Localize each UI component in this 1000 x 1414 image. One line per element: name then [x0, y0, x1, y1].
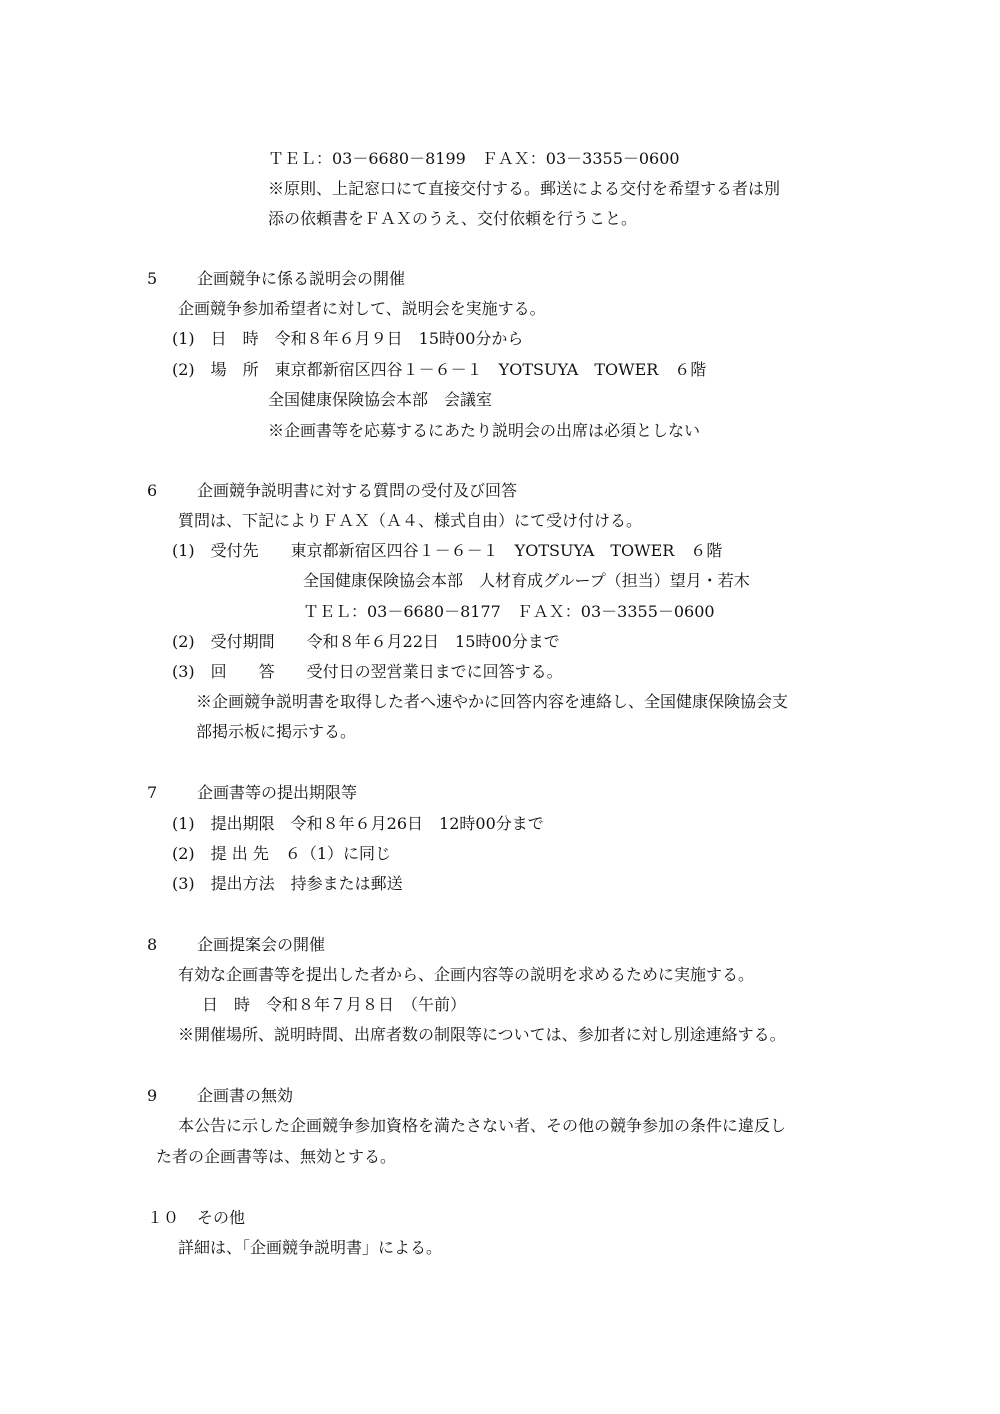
section-number: １０	[147, 1208, 180, 1227]
section-10-heading	[147, 1208, 245, 1228]
section-7-heading	[147, 783, 357, 803]
section-5-heading	[147, 269, 405, 289]
section-title: 企画競争に係る説明会の開催	[197, 269, 406, 288]
section-title: 企画提案会の開催	[197, 935, 326, 954]
section-title: 企画競争説明書に対する質問の受付及び回答	[197, 481, 518, 500]
section-8-note: ※開催場所、説明時間、出席者数の制限等については、参加者に対し別途連絡する。	[178, 1025, 786, 1044]
section-title: 企画書の無効	[197, 1086, 294, 1105]
contact-tel-fax: ＴＥＬ：03－6680－8199 ＦＡＸ：03－3355－0600	[268, 149, 680, 168]
section-6-intro: 質問は、下記によりＦＡＸ（Ａ４、様式自由）にて受け付ける。	[178, 511, 643, 530]
section-6-note-line2: 部掲示板に掲示する。	[196, 722, 357, 741]
section-9-body-line1: 本公告に示した企画競争参加資格を満たさない者、その他の競争参加の条件に違反し	[178, 1116, 787, 1135]
delivery-note-line2: 添の依頼書をＦＡＸのうえ、交付依頼を行うこと。	[268, 209, 637, 228]
section-number: 5	[147, 269, 158, 288]
section-8-datetime: 日 時 令和８年７月８日 （午前）	[202, 995, 467, 1014]
section-5-item-1: (1) 日 時 令和８年６月９日 15時00分から	[172, 329, 524, 348]
section-6-item-1-cont2: ＴＥＬ：03－6680－8177 ＦＡＸ：03－3355－0600	[303, 602, 715, 621]
section-8-heading	[147, 935, 325, 955]
section-5-item-2-note: ※企画書等を応募するにあたり説明会の出席は必須としない	[268, 421, 701, 440]
section-6-item-3: (3) 回 答 受付日の翌営業日までに回答する。	[172, 662, 563, 681]
section-5-intro: 企画競争参加希望者に対して、説明会を実施する。	[178, 299, 546, 318]
section-title: その他	[197, 1208, 246, 1227]
section-7-item-1: (1) 提出期限 令和８年６月26日 12時00分まで	[172, 814, 544, 833]
section-6-note-line1: ※企画競争説明書を取得した者へ速やかに回答内容を連絡し、全国健康保険協会支	[196, 692, 789, 711]
section-title: 企画書等の提出期限等	[197, 783, 358, 802]
section-10-body: 詳細は、「企画競争説明書」による。	[178, 1238, 443, 1257]
section-number: 8	[147, 935, 158, 954]
section-5-item-2-cont: 全国健康保険協会本部 会議室	[268, 390, 493, 409]
section-6-item-1-cont1: 全国健康保険協会本部 人材育成グループ（担当）望月・若木	[303, 571, 750, 590]
section-5-item-2: (2) 場 所 東京都新宿区四谷１－６－１ YOTSUYA TOWER ６階	[172, 360, 707, 379]
section-number: 7	[147, 783, 158, 802]
section-number: 9	[147, 1086, 158, 1105]
section-9-body-line2: た者の企画書等は、無効とする。	[156, 1147, 397, 1166]
section-7-item-3: (3) 提出方法 持参または郵送	[172, 874, 403, 893]
section-8-intro: 有効な企画書等を提出した者から、企画内容等の説明を求めるために実施する。	[178, 965, 755, 984]
section-6-item-2: (2) 受付期間 令和８年６月22日 15時00分まで	[172, 632, 560, 651]
section-6-item-1: (1) 受付先 東京都新宿区四谷１－６－１ YOTSUYA TOWER ６階	[172, 541, 723, 560]
section-6-heading	[147, 481, 517, 501]
section-number: 6	[147, 481, 158, 500]
section-7-item-2: (2) 提 出 先 ６（1）に同じ	[172, 844, 392, 863]
delivery-note-line1: ※原則、上記窓口にて直接交付する。郵送による交付を希望する者は別	[268, 179, 781, 198]
section-9-heading	[147, 1086, 293, 1106]
